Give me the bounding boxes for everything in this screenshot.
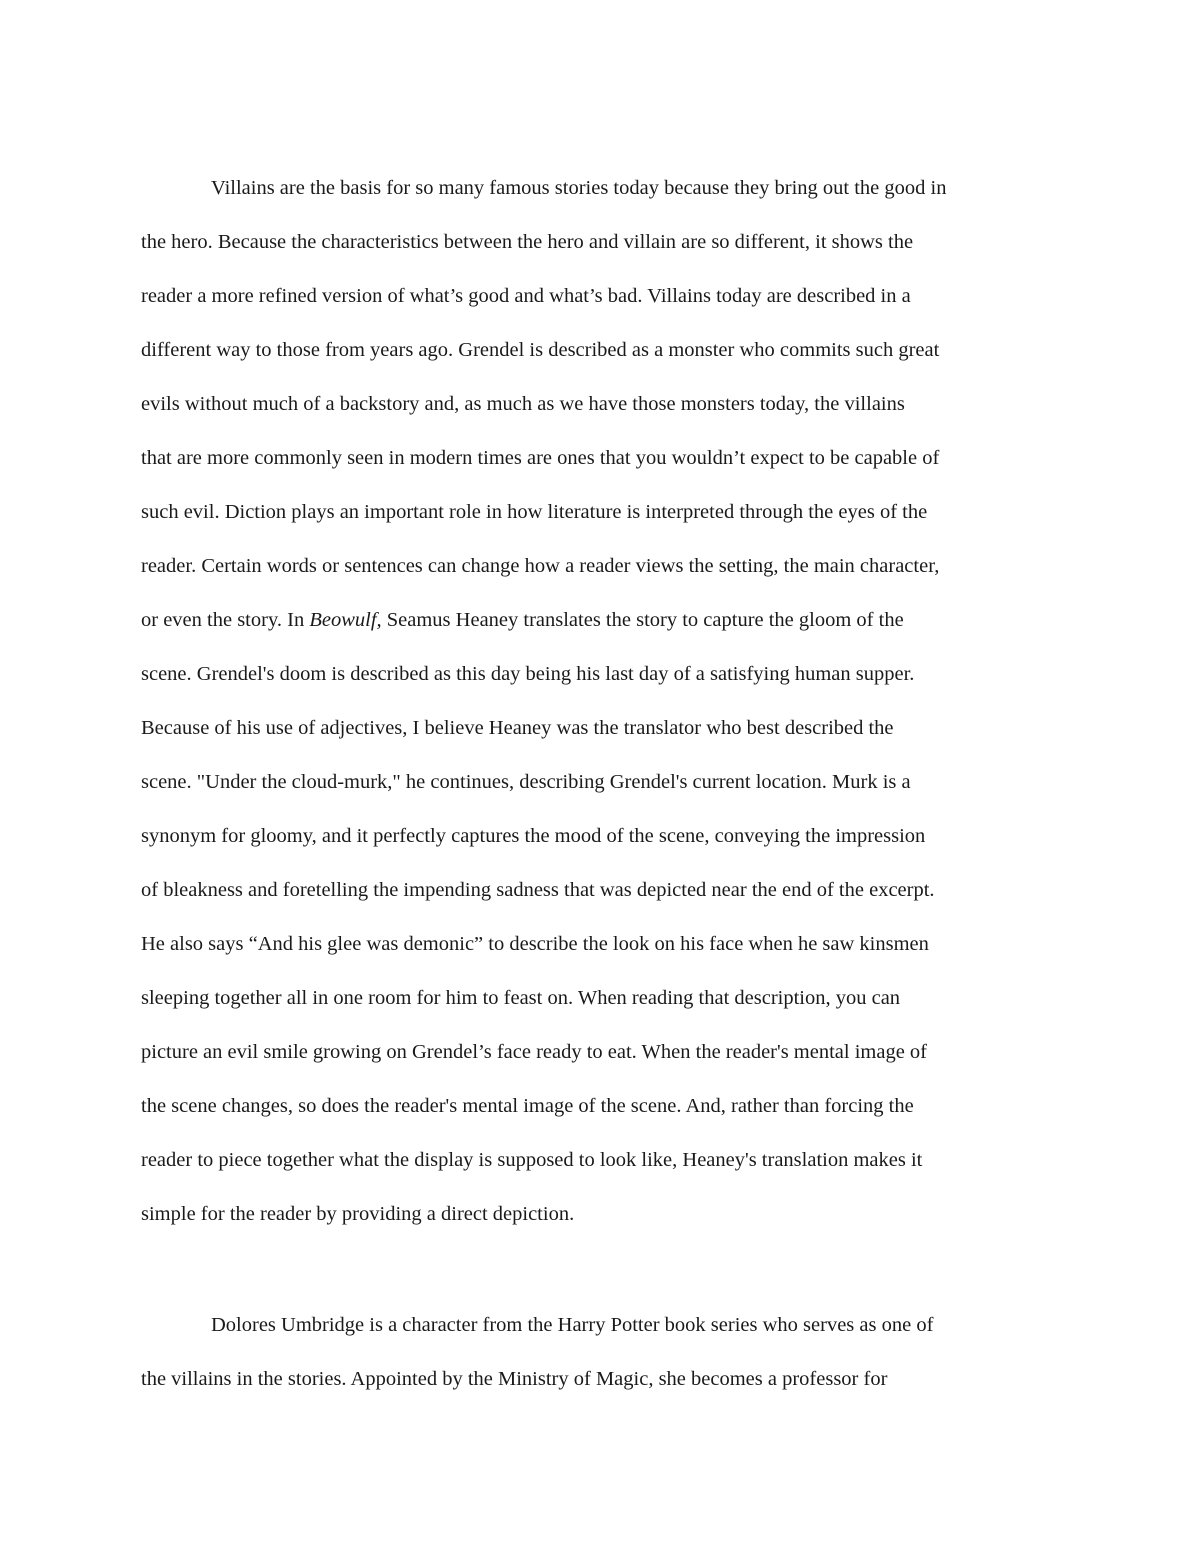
book-title-italic: Beowulf, xyxy=(309,609,382,631)
text-line: such evil. Diction plays an important role in how literature is interpreted through the eyes of the xyxy=(141,501,928,523)
text-segment: Seamus Heaney translates the story to capture the gloom of the xyxy=(381,609,904,631)
text-line: reader to piece together what the display is supposed to look like, Heaney's translation makes it xyxy=(141,1149,923,1171)
text-line: different way to those from years ago. Grendel is described as a monster who commits such great xyxy=(141,339,940,361)
text-line: synonym for gloomy, and it perfectly captures the mood of the scene, conveying the impression xyxy=(141,825,926,847)
text-line-with-title xyxy=(141,593,1061,647)
paragraph-1 xyxy=(141,161,1061,1241)
text-line: that are more commonly seen in modern times are ones that you wouldn’t expect to be capable of xyxy=(141,447,940,469)
text-line: He also says “And his glee was demonic” to describe the look on his face when he saw kinsmen xyxy=(141,933,929,955)
text-line: reader. Certain words or sentences can change how a reader views the setting, the main character, xyxy=(141,555,940,577)
paragraph-2 xyxy=(141,1298,1061,1406)
text-line: picture an evil smile growing on Grendel’s face ready to eat. When the reader's mental image of xyxy=(141,1041,927,1063)
text-line: scene. "Under the cloud-murk," he continues, describing Grendel's current location. Murk is a xyxy=(141,771,911,793)
text-line: evils without much of a backstory and, as much as we have those monsters today, the villains xyxy=(141,393,905,415)
text-line: reader a more refined version of what’s good and what’s bad. Villains today are described in a xyxy=(141,285,911,307)
text-line: Villains are the basis for so many famous stories today because they bring out the good in xyxy=(211,177,947,199)
text-line: of bleakness and foretelling the impending sadness that was depicted near the end of the excerpt. xyxy=(141,879,935,901)
text-line: the hero. Because the characteristics between the hero and villain are so different, it shows the xyxy=(141,231,914,253)
text-line: the scene changes, so does the reader's mental image of the scene. And, rather than forcing the xyxy=(141,1095,914,1117)
text-line: simple for the reader by providing a direct depiction. xyxy=(141,1203,575,1225)
text-line: the villains in the stories. Appointed by the Ministry of Magic, she becomes a professor for xyxy=(141,1368,888,1390)
text-line: sleeping together all in one room for him to feast on. When reading that description, you can xyxy=(141,987,901,1009)
text-line: scene. Grendel's doom is described as this day being his last day of a satisfying human supper. xyxy=(141,663,915,685)
text-line: Dolores Umbridge is a character from the Harry Potter book series who serves as one of xyxy=(211,1314,934,1336)
text-segment: or even the story. In xyxy=(141,609,310,631)
text-line: Because of his use of adjectives, I believe Heaney was the translator who best described the xyxy=(141,717,894,739)
